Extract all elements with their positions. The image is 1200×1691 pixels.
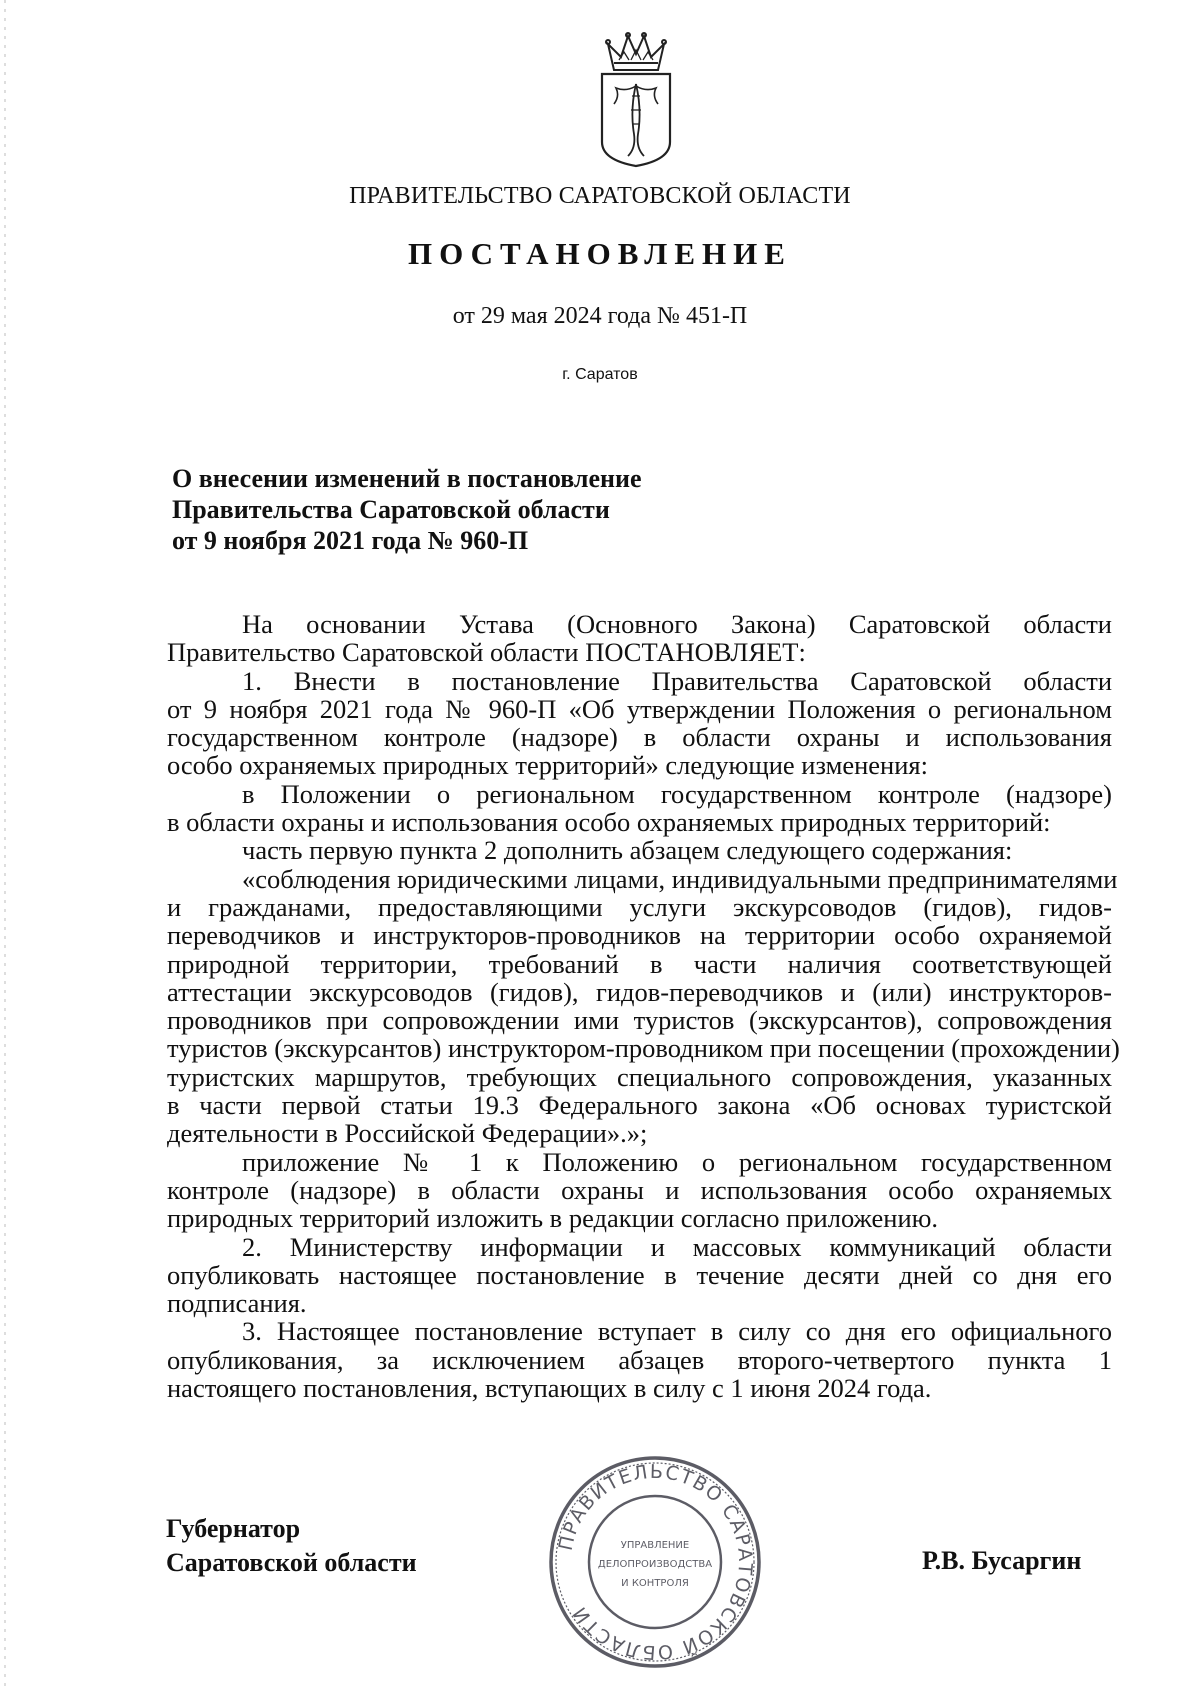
body-line: в области охраны и использования особо охраняемых природных территорий:	[167, 807, 1051, 838]
body-line: туристских маршрутов, требующих специального сопровождения, указанных	[167, 1061, 1112, 1092]
subject-line: О внесении изменений в постановление	[172, 464, 642, 493]
subject-line: Правительства Саратовской области	[172, 495, 610, 524]
document-subject	[172, 463, 872, 556]
document-type: ПОСТАНОВЛЕНИЕ	[408, 236, 792, 271]
body-line: проводников при сопровождении ими туристов (экскурсантов), сопровождения	[167, 1005, 1112, 1036]
body-line: опубликования, за исключением абзацев второго-четвертого пункта 1	[167, 1344, 1112, 1375]
body-line: 2. Министерству информации и массовых коммуникаций области	[242, 1231, 1112, 1262]
signatory-name: Р.В. Бусаргин	[922, 1546, 1082, 1575]
body-line: и гражданами, предоставляющими услуги экскурсоводов (гидов), гидов-	[167, 891, 1112, 922]
body-line: опубликовать настоящее постановление в течение десяти дней со дня его	[167, 1259, 1112, 1290]
body-line: Правительство Саратовской области ПОСТАНОВЛЯЕТ:	[167, 637, 806, 668]
body-line: На основании Устава (Основного Закона) Саратовской области	[242, 609, 1112, 639]
body-line: деятельности в Российской Федерации».»;	[167, 1118, 648, 1149]
body-line: настоящего постановления, вступающих в силу с 1 июня 2024 года.	[167, 1373, 932, 1404]
signatory-region: Саратовской области	[166, 1548, 417, 1577]
body-line: государственном контроле (надзоре) в области охраны и использования	[167, 722, 1112, 753]
seal-ring-path: ПРАВИТЕЛЬСТВО САРАТОВСКОЙ ОБЛАСТИ	[554, 1460, 757, 1664]
signatory-position	[166, 1512, 417, 1580]
body-line: приложение № 1 к Положению о региональном государственном	[242, 1146, 1112, 1177]
body-line: переводчиков и инструкторов-проводников на территории особо охраняемой	[167, 920, 1112, 951]
body-line: 3. Настоящее постановление вступает в силу со дня его официального	[242, 1316, 1112, 1347]
body-line: аттестации экскурсоводов (гидов), гидов-переводчиков и (или) инструкторов-	[167, 976, 1112, 1007]
document-city: г. Саратов	[562, 366, 638, 383]
seal-center-line: УПРАВЛЕНИЕ	[620, 1540, 690, 1551]
body-line: 1. Внести в постановление Правительства Саратовской области	[242, 665, 1112, 696]
body-line: в части первой статьи 19.3 Федерального закона «Об основах туристской	[167, 1090, 1112, 1121]
body-line: от 9 ноября 2021 года № 960-П «Об утверждении Положения о региональном	[167, 693, 1112, 724]
body-line: часть первую пункта 2 дополнить абзацем следующего содержания:	[242, 835, 1013, 866]
subject-line: от 9 ноября 2021 года № 960-П	[172, 526, 529, 555]
organization-name: ПРАВИТЕЛЬСТВО САРАТОВСКОЙ ОБЛАСТИ	[349, 183, 851, 209]
body-line: туристов (экскурсантов) инструктором-проводником при посещении (прохождении)	[167, 1033, 1120, 1064]
seal-center-line: И КОНТРОЛЯ	[621, 1578, 689, 1589]
document-date-number: от 29 мая 2024 года № 451-П	[452, 303, 748, 329]
body-line: контроле (надзоре) в области охраны и использования особо охраняемых	[167, 1174, 1112, 1205]
body-line: природной территории, требований в части наличия соответствующей	[167, 948, 1112, 979]
body-line: подписания.	[167, 1288, 307, 1319]
body-line: особо охраняемых природных территорий» следующие изменения:	[167, 750, 928, 781]
body-line: природных территорий изложить в редакции согласно приложению.	[167, 1203, 939, 1234]
signatory-title: Губернатор	[166, 1514, 301, 1543]
official-seal-stamp	[545, 1452, 765, 1672]
body-line: в Положении о региональном государственном контроле (надзоре)	[242, 778, 1112, 809]
body-line: «соблюдения юридическими лицами, индивидуальными предпринимателями	[242, 863, 1118, 894]
coat-of-arms-icon	[594, 30, 678, 168]
seal-center-line: ДЕЛОПРОИЗВОДСТВА	[597, 1559, 713, 1570]
document-body	[167, 609, 1120, 1404]
